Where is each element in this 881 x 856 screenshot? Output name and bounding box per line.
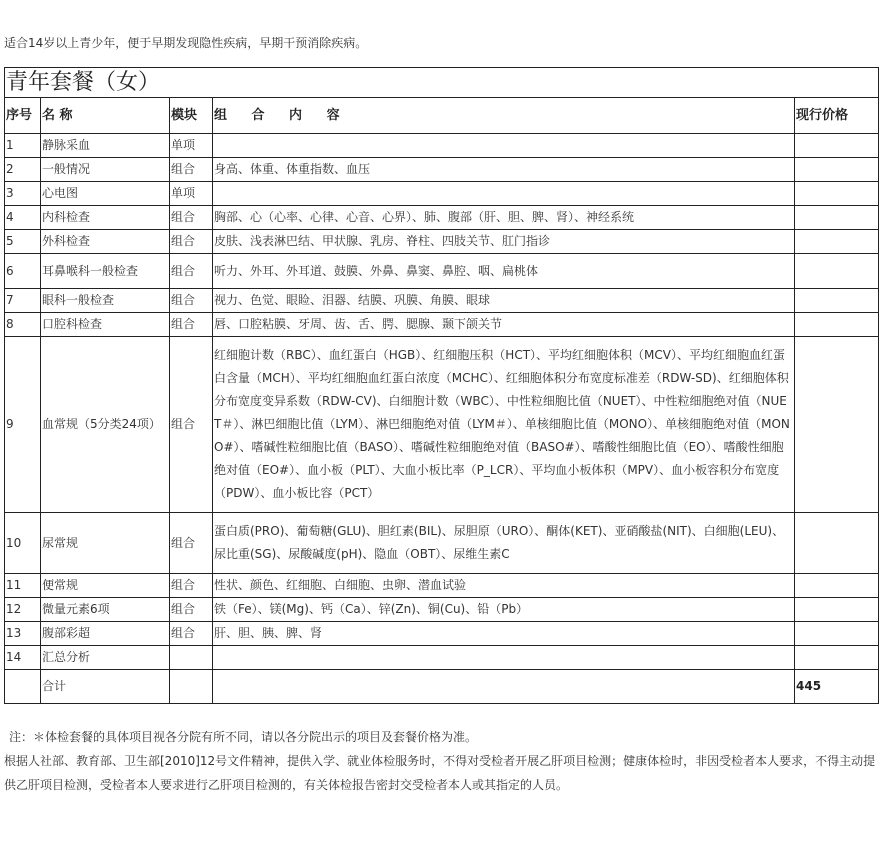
row-price: [795, 206, 879, 230]
row-no: 11: [5, 574, 41, 598]
row-content: 视力、色觉、眼睑、泪器、结膜、巩膜、角膜、眼球: [213, 289, 795, 313]
table-row: [5, 313, 879, 337]
table-row: [5, 289, 879, 313]
row-content: 听力、外耳、外耳道、鼓膜、外鼻、鼻窦、鼻腔、咽、扁桃体: [213, 254, 795, 289]
row-name: 一般情况: [41, 158, 170, 182]
row-module: 组合: [170, 289, 213, 313]
row-module: 组合: [170, 313, 213, 337]
table-row: [5, 254, 879, 289]
row-no: 9: [5, 337, 41, 513]
row-no: 2: [5, 158, 41, 182]
row-no: 7: [5, 289, 41, 313]
total-row: [5, 670, 879, 704]
row-price: [795, 598, 879, 622]
row-module: [170, 646, 213, 670]
total-module: [170, 670, 213, 704]
row-module: 组合: [170, 513, 213, 574]
row-no: 1: [5, 134, 41, 158]
row-name: 心电图: [41, 182, 170, 206]
note-disclaimer: 注：＊体检套餐的具体项目视各分院有所不同，请以各分院出示的项目及套餐价格为准。: [9, 730, 478, 744]
row-price: [795, 622, 879, 646]
package-table: [4, 67, 879, 704]
row-no: 3: [5, 182, 41, 206]
note-hepatitis-policy: 根据人社部、教育部、卫生部[2010]12号文件精神，提供入学、就业体检服务时，不得对受检者开展乙肝项目检测；健康体检时，非因受检者本人要求，不得主动提供乙肝项目检测，受检者本人要求进行乙肝项目检测的，有关体检报告密封交受检者本人或其指定的人员。: [4, 754, 876, 792]
row-module: 组合: [170, 574, 213, 598]
table-row: [5, 574, 879, 598]
row-content: 身高、体重、体重指数、血压: [213, 158, 795, 182]
header-name: 名 称: [41, 98, 170, 134]
row-content: [213, 646, 795, 670]
table-row: [5, 646, 879, 670]
table-row: [5, 182, 879, 206]
row-module: 组合: [170, 337, 213, 513]
notes: [4, 725, 878, 797]
row-content: 唇、口腔粘膜、牙周、齿、舌、腭、腮腺、颞下颌关节: [213, 313, 795, 337]
row-name: 便常规: [41, 574, 170, 598]
title-row: [5, 68, 879, 98]
row-no: 6: [5, 254, 41, 289]
row-content: 胸部、心（心率、心律、心音、心界）、肺、腹部（肝、胆、脾、肾）、神经系统: [213, 206, 795, 230]
table-row: [5, 230, 879, 254]
row-module: 组合: [170, 254, 213, 289]
total-price: 445: [795, 670, 879, 704]
row-name: 内科检查: [41, 206, 170, 230]
row-no: 5: [5, 230, 41, 254]
row-content: 蛋白质(PRO)、葡萄糖(GLU)、胆红素(BIL)、尿胆原（URO）、酮体(KET)、亚硝酸盐(NIT)、白细胞(LEU)、尿比重(SG)、尿酸碱度(pH)、隐血（OBT）、尿维生素C: [213, 513, 795, 574]
row-content: 红细胞计数（RBC）、血红蛋白（HGB）、红细胞压积（HCT）、平均红细胞体积（MCV）、平均红细胞血红蛋白含量（MCH）、平均红细胞血红蛋白浓度（MCHC）、红细胞体积分布宽度标准差（RDW-SD)、红细胞体积分布宽度变异系数（RDW-CV)、白细胞计数（WBC）、中性粒细胞比值（NUET）、中性粒细胞绝对值（NUET＃）、淋巴细胞比值（LYM）、淋巴细胞绝对值（LYM＃）、单核细胞比值（MONO）、单核细胞绝对值（MONO#）、嗜碱性粒细胞比值（BASO）、嗜碱性粒细胞绝对值（BASO#）、嗜酸性细胞比值（EO）、嗜酸性细胞绝对值（EO#）、血小板（PLT）、大血小板比率（P_LCR）、平均血小板体积（MPV）、血小板容积分布宽度（PDW）、血小板比容（PCT）: [213, 337, 795, 513]
total-content: [213, 670, 795, 704]
table-row: [5, 622, 879, 646]
row-price: [795, 337, 879, 513]
row-price: [795, 134, 879, 158]
row-module: 单项: [170, 134, 213, 158]
header-content: 组 合 内 容: [213, 98, 795, 134]
row-name: 尿常规: [41, 513, 170, 574]
row-no: 14: [5, 646, 41, 670]
row-name: 血常规（5分类24项）: [41, 337, 170, 513]
row-name: 微量元素6项: [41, 598, 170, 622]
row-module: 组合: [170, 158, 213, 182]
row-price: [795, 313, 879, 337]
row-no: 8: [5, 313, 41, 337]
row-module: 单项: [170, 182, 213, 206]
row-price: [795, 182, 879, 206]
row-content: 肝、胆、胰、脾、肾: [213, 622, 795, 646]
row-content: [213, 134, 795, 158]
header-module: 模块: [170, 98, 213, 134]
row-content: [213, 182, 795, 206]
row-name: 腹部彩超: [41, 622, 170, 646]
row-no: 13: [5, 622, 41, 646]
row-name: 口腔科检查: [41, 313, 170, 337]
table-row: [5, 337, 879, 513]
row-module: 组合: [170, 598, 213, 622]
row-price: [795, 289, 879, 313]
row-price: [795, 646, 879, 670]
header-row: [5, 98, 879, 134]
row-content: 皮肤、浅表淋巴结、甲状腺、乳房、脊柱、四肢关节、肛门指诊: [213, 230, 795, 254]
total-label: 合计: [41, 670, 170, 704]
row-price: [795, 254, 879, 289]
row-content: 铁（Fe）、镁(Mg)、钙（Ca）、锌(Zn)、铜(Cu)、铅（Pb）: [213, 598, 795, 622]
row-no: 10: [5, 513, 41, 574]
table-row: [5, 134, 879, 158]
row-module: 组合: [170, 230, 213, 254]
row-module: 组合: [170, 622, 213, 646]
header-price: 现行价格: [795, 98, 879, 134]
row-price: [795, 158, 879, 182]
intro-text: 适合14岁以上青少年，便于早期发现隐性疾病，早期干预消除疾病。: [4, 36, 368, 50]
total-no: [5, 670, 41, 704]
header-no: 序号: [5, 98, 41, 134]
row-name: 汇总分析: [41, 646, 170, 670]
table-row: [5, 158, 879, 182]
row-module: 组合: [170, 206, 213, 230]
row-price: [795, 230, 879, 254]
table-row: [5, 206, 879, 230]
table-row: [5, 513, 879, 574]
row-name: 眼科一般检查: [41, 289, 170, 313]
row-price: [795, 574, 879, 598]
package-title: 青年套餐（女）: [5, 68, 879, 98]
row-price: [795, 513, 879, 574]
row-content: 性状、颜色、红细胞、白细胞、虫卵、潜血试验: [213, 574, 795, 598]
row-name: 耳鼻喉科一般检查: [41, 254, 170, 289]
row-name: 外科检查: [41, 230, 170, 254]
row-name: 静脉采血: [41, 134, 170, 158]
row-no: 4: [5, 206, 41, 230]
table-row: [5, 598, 879, 622]
row-no: 12: [5, 598, 41, 622]
